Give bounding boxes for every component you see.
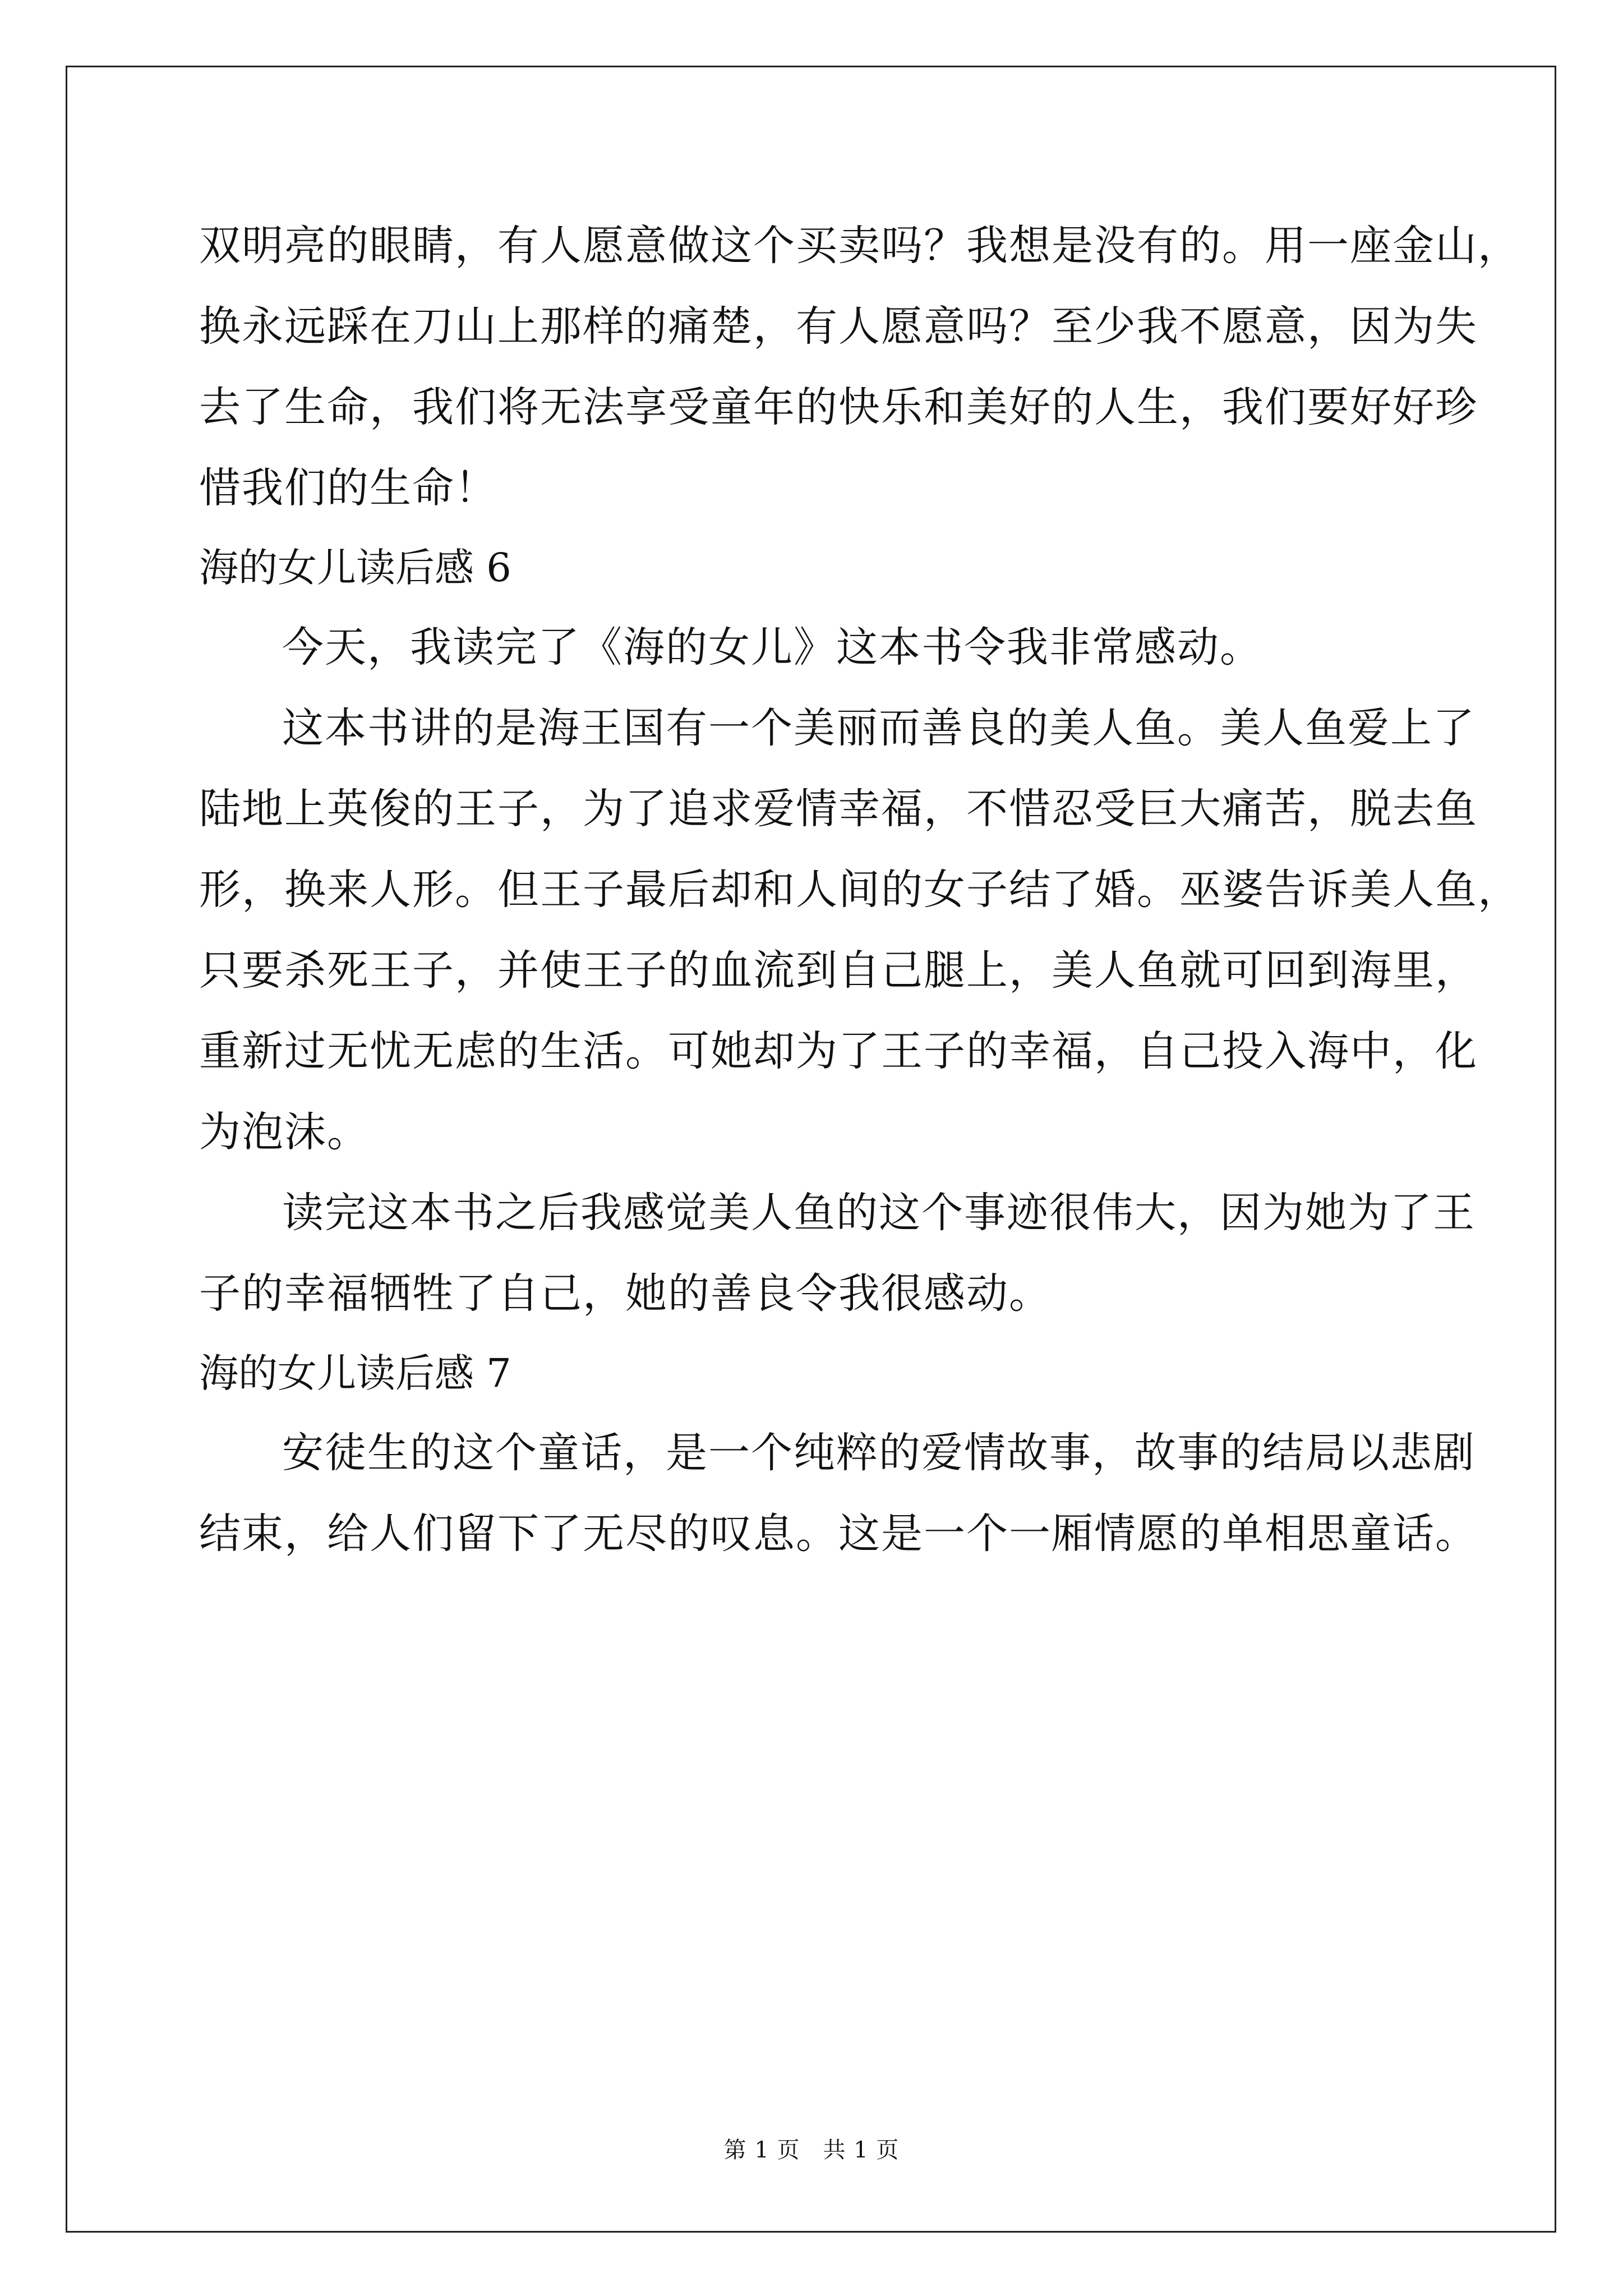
paragraph-line: 只要杀死王子，并使王子的血流到自己腿上，美人鱼就可回到海里， [199, 946, 1478, 995]
paragraph-line: 为泡沫。 [199, 1108, 370, 1156]
paragraph-line: 重新过无忧无虑的生活。可她却为了王子的幸福，自己投入海中，化 [199, 1027, 1478, 1075]
section-heading: 海的女儿读后感 6 [199, 545, 511, 591]
page-footer: 第 1 页 共 1 页 [723, 2137, 900, 2163]
paragraph-line: 子的幸福牺牲了自己，她的善良令我很感动。 [199, 1269, 1052, 1318]
paragraph-line: 惜我们的生命！ [199, 464, 497, 512]
paragraph-line: 安徒生的这个童话，是一个纯粹的爱情故事，故事的结局以悲剧 [282, 1429, 1476, 1477]
paragraph-line: 结束，给人们留下了无尽的叹息。这是一个一厢情愿的单相思童话。 [199, 1510, 1478, 1558]
paragraph-line: 这本书讲的是海王国有一个美丽而善良的美人鱼。美人鱼爱上了 [282, 704, 1476, 752]
paragraph-line: 双明亮的眼睛，有人愿意做这个买卖吗？我想是没有的。用一座金山， [199, 222, 1520, 270]
paragraph-line: 今天，我读完了《海的女儿》这本书令我非常感动。 [282, 623, 1262, 671]
paragraph-line: 去了生命，我们将无法享受童年的快乐和美好的人生，我们要好好珍 [199, 383, 1478, 431]
paragraph-line: 读完这本书之后我感觉美人鱼的这个事迹很伟大，因为她为了王 [282, 1189, 1476, 1237]
paragraph-line: 陆地上英俊的王子，为了追求爱情幸福，不惜忍受巨大痛苦，脱去鱼 [199, 785, 1478, 833]
paragraph-line: 形，换来人形。但王子最后却和人间的女子结了婚。巫婆告诉美人鱼， [199, 866, 1520, 914]
section-heading: 海的女儿读后感 7 [199, 1350, 511, 1396]
paragraph-line: 换永远踩在刀山上那样的痛楚，有人愿意吗？至少我不愿意，因为失 [199, 302, 1478, 351]
